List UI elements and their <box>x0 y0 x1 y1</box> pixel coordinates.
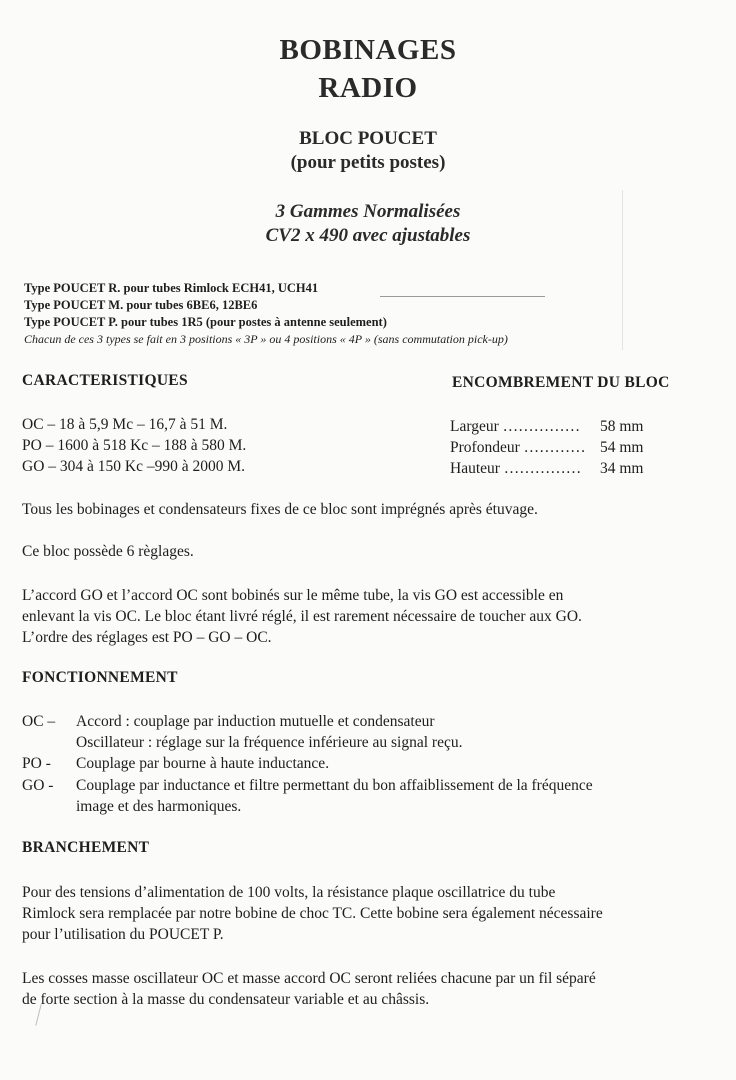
paragraph-accord-l3: L’ordre des réglages est PO – GO – OC. <box>22 629 272 646</box>
dim-row-largeur <box>450 416 666 437</box>
branchement-p2-l1: Les cosses masse oscillateur OC et masse accord OC seront reliées chacune par un fil séparé <box>22 970 596 987</box>
branchement-p1-l1: Pour des tensions d’alimentation de 100 volts, la résistance plaque oscillatrice du tube <box>22 884 556 901</box>
carac-line-oc: OC – 18 à 5,9 Mc – 16,7 à 51 M. <box>22 416 228 433</box>
fn-key-po: PO - <box>22 755 51 772</box>
dim-label: Largeur …………… <box>450 418 581 435</box>
dim-value: 54 mm <box>600 439 644 456</box>
block-name: BLOC POUCET <box>299 128 437 149</box>
dim-label: Profondeur ………… <box>450 439 586 456</box>
carac-line-po: PO – 1600 à 518 Kc – 188 à 580 M. <box>22 437 247 454</box>
branchement-p1-l3: pour l’utilisation du POUCET P. <box>22 926 224 943</box>
underline-mark <box>380 296 545 297</box>
gammes-line: 3 Gammes Normalisées <box>275 201 461 222</box>
types-list <box>24 280 724 348</box>
cv-line: CV2 x 490 avec ajustables <box>265 225 471 246</box>
paragraph-accord-l1: L’accord GO et l’accord OC sont bobinés sur le même tube, la vis GO est accessible en <box>22 587 564 604</box>
fn-key-oc: OC – <box>22 713 56 730</box>
fn-po-text: Couplage par bourne à haute inductance. <box>76 755 330 772</box>
type-m: Type POUCET M. pour tubes 6BE6, 12BE6 <box>24 298 258 312</box>
paragraph-impregnes: Tous les bobinages et condensateurs fixes de ce bloc sont imprégnés après étuvage. <box>22 501 538 518</box>
branchement-heading: BRANCHEMENT <box>22 839 150 856</box>
paragraph-accord-l2: enlevant la vis OC. Le bloc étant livré réglé, il est rarement nécessaire de toucher aux GO. <box>22 608 582 625</box>
fn-oc-oscillateur: Oscillateur : réglage sur la fréquence inférieure au signal reçu. <box>76 734 463 751</box>
title-line-1: BOBINAGES <box>279 34 457 66</box>
fn-go-text-2: image et des harmoniques. <box>76 798 242 815</box>
dim-label: Hauteur …………… <box>450 460 582 477</box>
dim-row-hauteur <box>450 458 666 479</box>
fonctionnement-heading: FONCTIONNEMENT <box>22 669 178 686</box>
type-p: Type POUCET P. pour tubes 1R5 (pour postes à antenne seulement) <box>24 315 387 329</box>
types-note: Chacun de ces 3 types se fait en 3 positions « 3P » ou 4 positions « 4P » (sans commutation pick-up) <box>24 332 508 346</box>
dim-value: 58 mm <box>600 418 644 435</box>
dim-value: 34 mm <box>600 460 644 477</box>
branchement-p1-l2: Rimlock sera remplacée par notre bobine de choc TC. Cette bobine sera également nécessaire <box>22 905 603 922</box>
fn-go-text: Couplage par inductance et filtre permettant du bon affaiblissement de la fréquence <box>76 777 593 794</box>
type-r: Type POUCET R. pour tubes Rimlock ECH41, UCH41 <box>24 281 319 295</box>
fn-oc-accord: Accord : couplage par induction mutuelle et condensateur <box>76 713 435 730</box>
block-subtitle: (pour petits postes) <box>290 152 446 173</box>
paragraph-reglages: Ce bloc possède 6 règlages. <box>22 543 194 560</box>
dim-row-profondeur <box>450 437 666 458</box>
fn-key-go: GO - <box>22 777 54 794</box>
carac-line-go: GO – 304 à 150 Kc –990 à 2000 M. <box>22 458 246 475</box>
caracteristiques-heading: CARACTERISTIQUES <box>22 372 188 389</box>
title-line-2: RADIO <box>318 72 418 104</box>
branchement-p2-l2: de forte section à la masse du condensateur variable et au châssis. <box>22 991 430 1008</box>
scan-edge-mark <box>622 190 623 350</box>
encombrement-heading: ENCOMBREMENT DU BLOC <box>452 374 670 391</box>
